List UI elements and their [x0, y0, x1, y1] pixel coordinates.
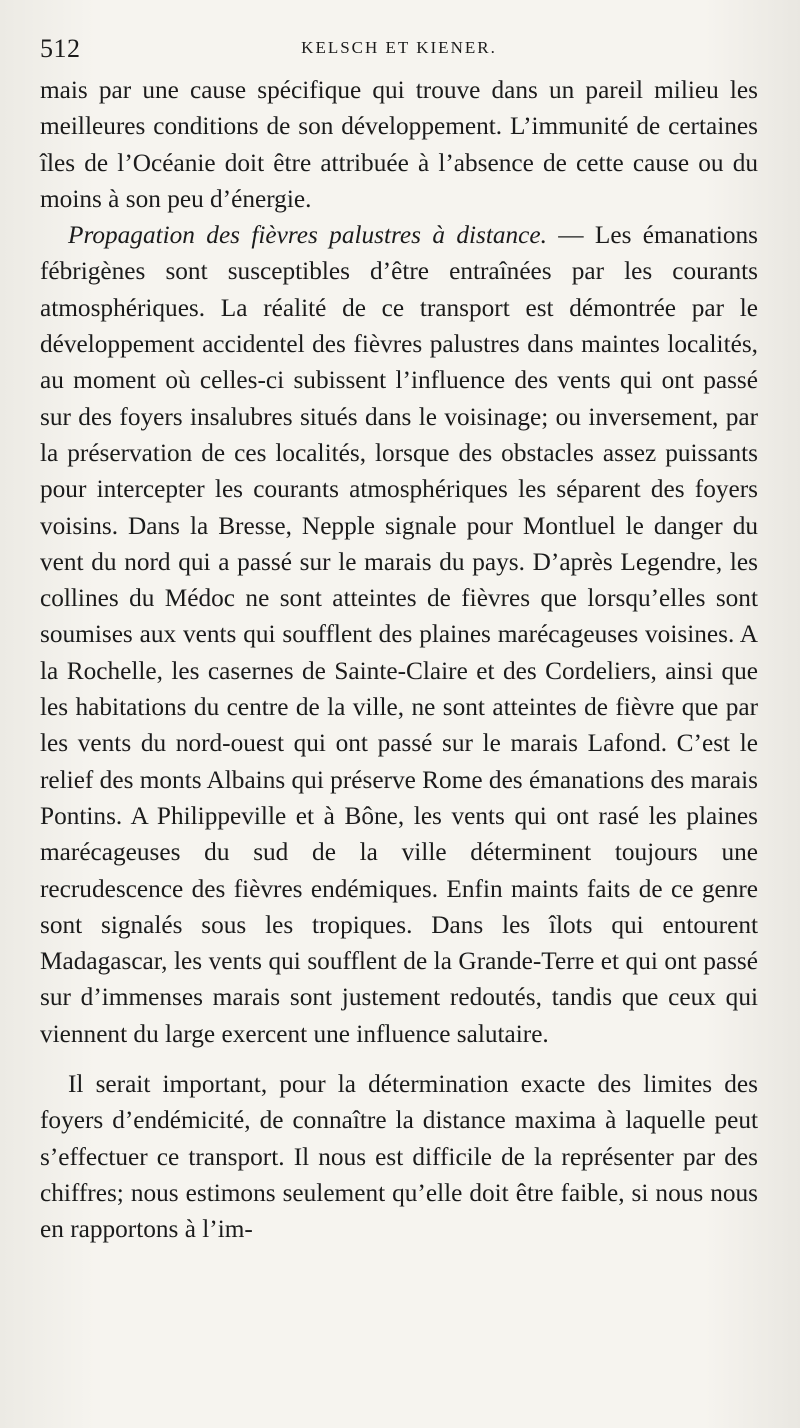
paragraph-distance: Il serait important, pour la détermination exacte des limites des foyers d’endémicité, de connaître la distance maxima à laquelle peut s’effectuer ce transport. Il nous est difficile de la représenter par des chiffres; nous estimons seulement qu’elle doit être faible, si nous nous en rapportons à l’im- [40, 1070, 758, 1244]
paragraph-propagation [40, 217, 758, 1052]
running-head [40, 30, 758, 70]
section-heading: Propagation des fièvres palustres à distance. [68, 221, 547, 250]
body-text [40, 72, 758, 1248]
page-number: 512 [40, 34, 81, 63]
paragraph-continuation: mais par une cause spécifique qui trouve dans un pareil milieu les meilleures conditions de son développement. L’immunité de certaines îles de l’Océanie doit être attribuée à l’absence de cette cause ou du moins à son peu d’énergie. [40, 76, 758, 213]
running-title: KELSCH ET KIENER. [301, 38, 497, 57]
paragraph-propagation-text: — Les émanations fébrigènes sont susceptibles d’être entraînées par les courants atmosphériques. La réalité de ce transport est démontrée par le développement accidentel des fièvres palustres dans maintes localités, au moment où celles-ci subissent l’influence des vents qui ont passé sur des foyers insalubres situés dans le voisinage; ou inversement, par la préservation de ces localités, lorsque des obstacles assez puissants pour intercepter les courants atmosphériques les séparent des foyers voisins. Dans la Bresse, Nepple signale pour Montluel le danger du vent du nord qui a passé sur le marais du pays. D’après Legendre, les collines du Médoc ne sont atteintes de fièvres que lorsqu’elles sont soumises aux vents qui soufflent des plaines marécageuses voisines. A la Rochelle, les casernes de Sainte-Claire et des Cordeliers, ainsi que les habitations du centre de la ville, ne sont atteintes de fièvre que par les vents du nord-ouest qui ont passé sur le marais Lafond. C’est le relief des monts Albains qui préserve Rome des émanations des marais Pontins. A Philippeville et à Bône, les vents qui ont rasé les plaines marécageuses du sud de la ville déterminent toujours une recrudescence des fièvres endémiques. Enfin maints faits de ce genre sont signalés sous les tropiques. Dans les îlots qui entourent Madagascar, les vents qui soufflent de la Grande-Terre et qui ont passé sur d’immenses marais sont justement redoutés, tandis que ceux qui viennent du large exercent une influence salutaire. [40, 221, 758, 1048]
